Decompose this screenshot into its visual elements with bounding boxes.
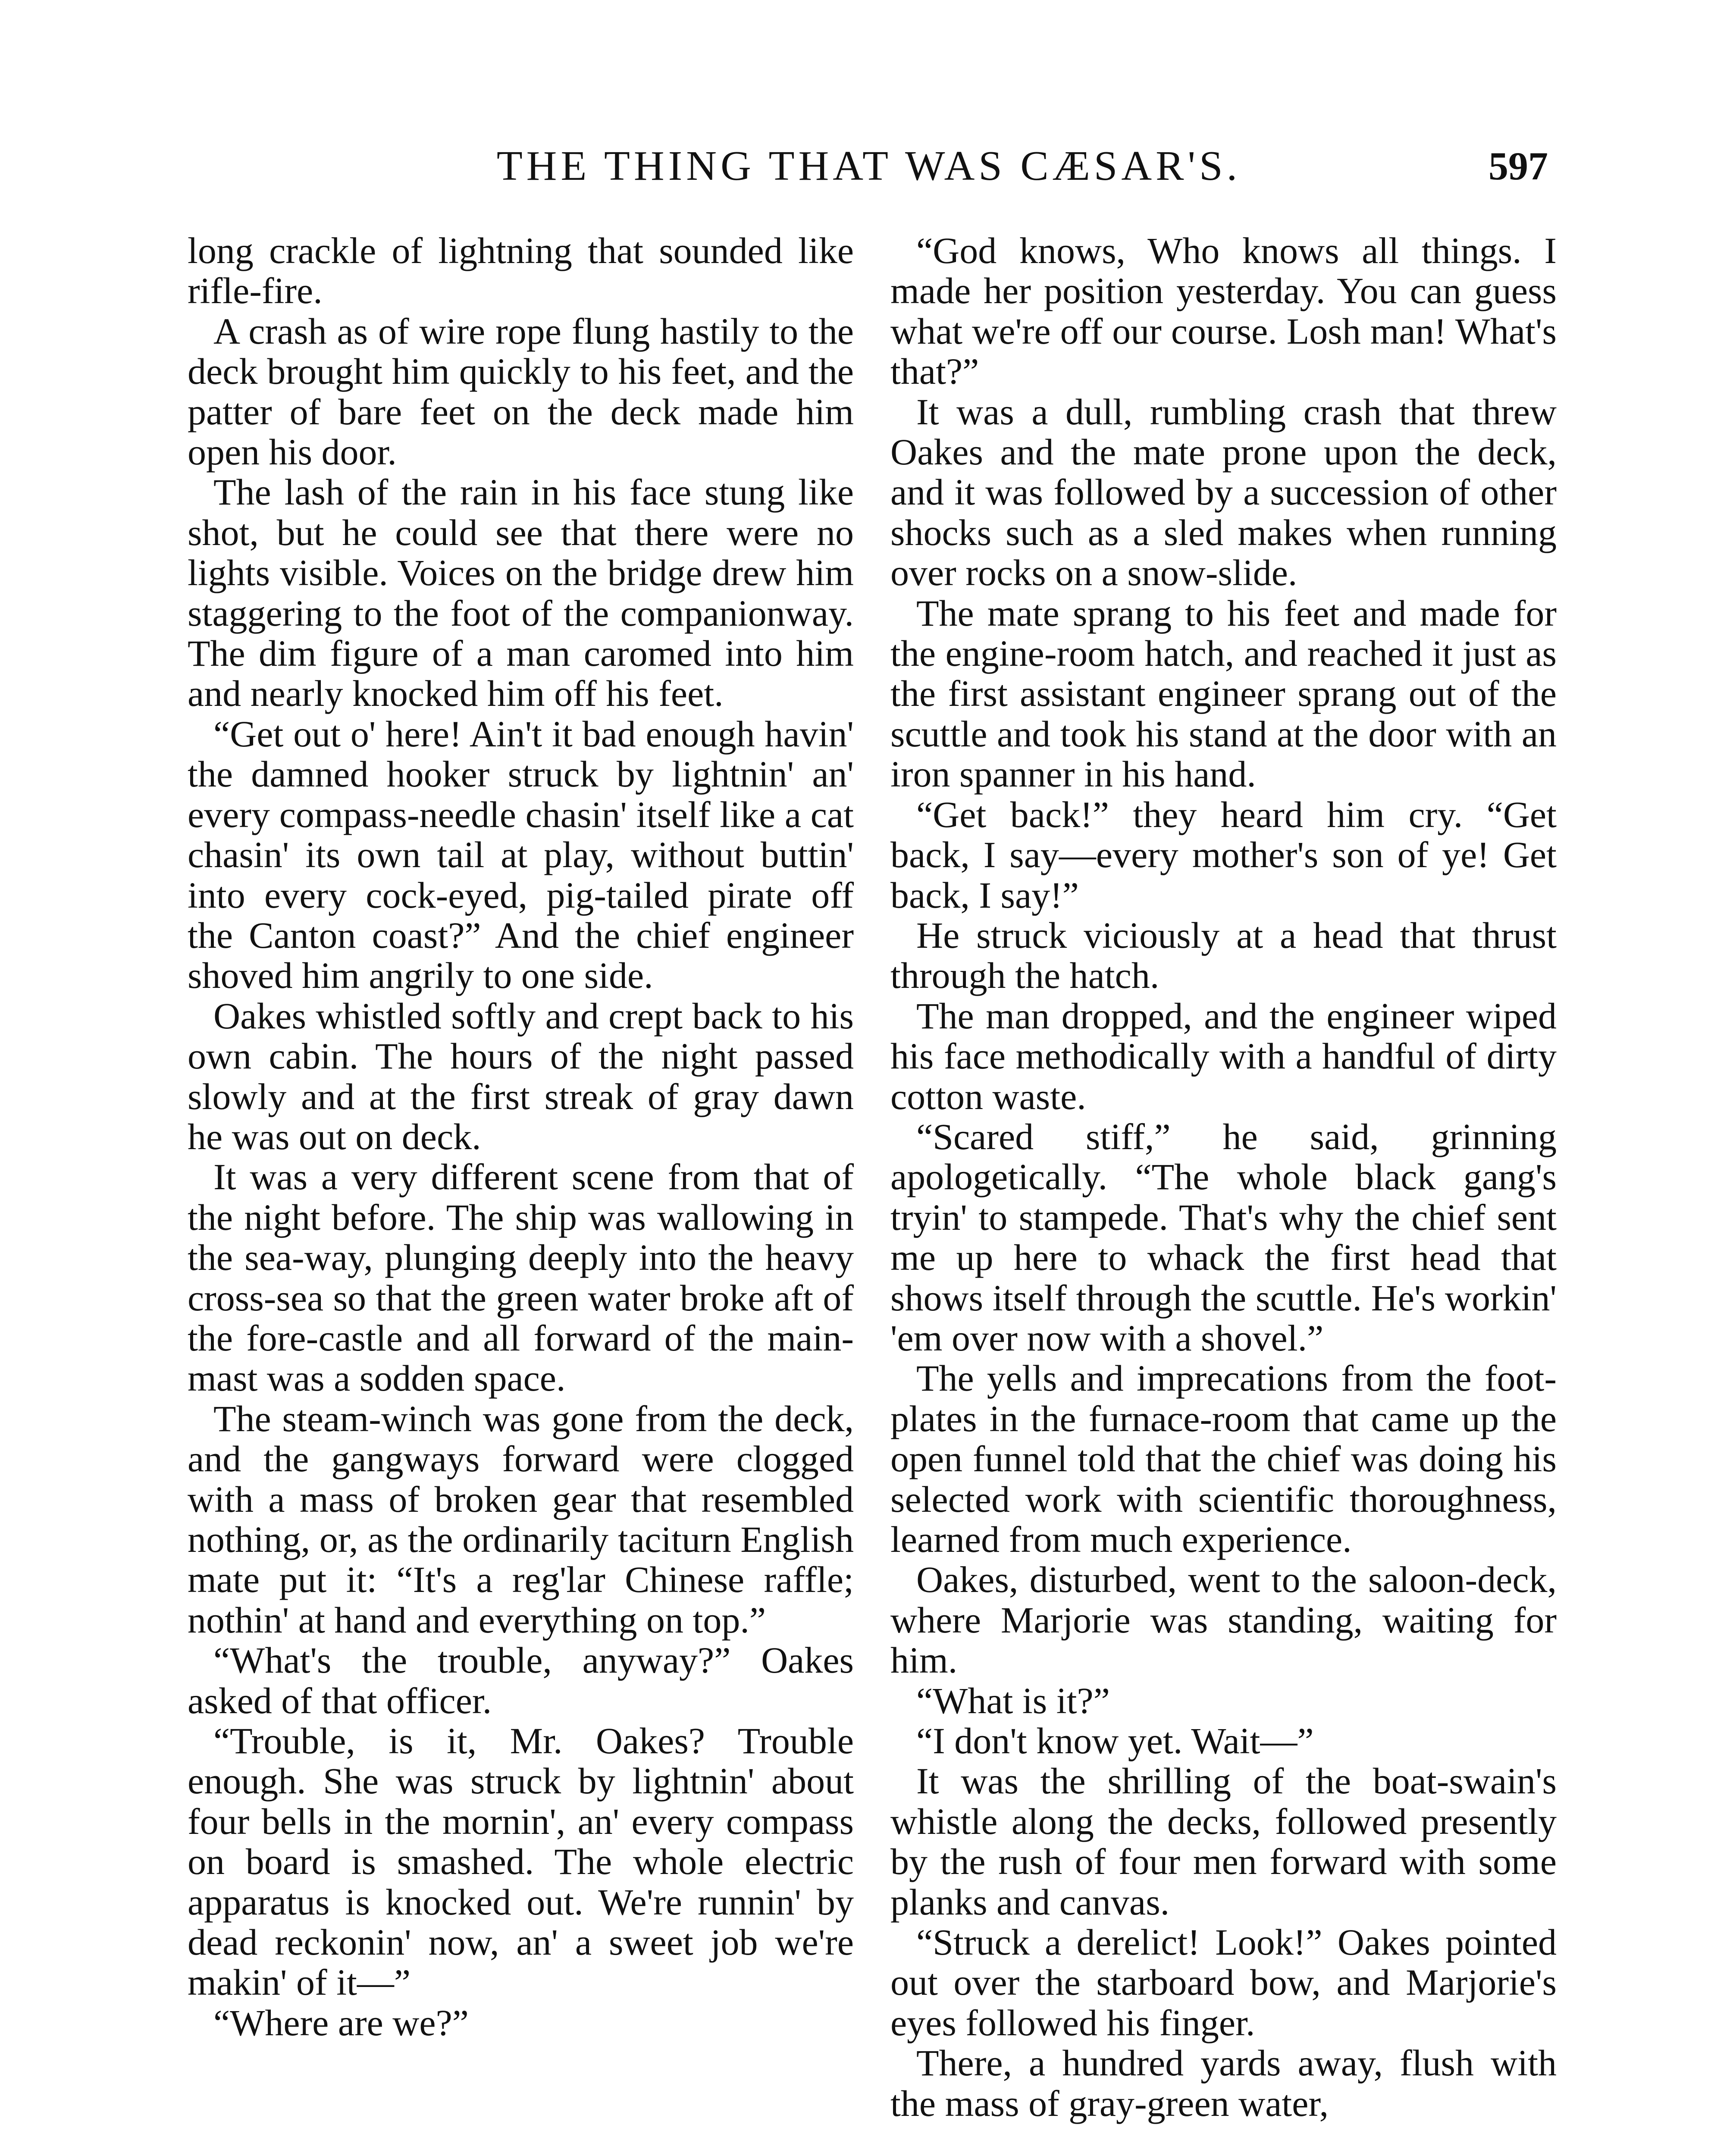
paragraph: “Where are we?” xyxy=(213,2002,469,2043)
paragraph: It was a very different scene from that of the night before. The ship was wallowing in the sea-way, plunging deeply into the heavy cross-sea so that the green water broke aft of the fore-castle and all forward of the main-mast was a sodden space. xyxy=(188,1156,854,1399)
paragraph: long crackle of lightning that sounded like rifle-fire. xyxy=(188,230,854,312)
page-number: 597 xyxy=(1489,144,1548,188)
paragraph: The lash of the rain in his face stung like shot, but he could see that there were no lights visible. Voices on the bridge drew him staggering to the foot of the companionway. The dim figure of a man caromed into him and nearly knocked him off his feet. xyxy=(188,471,854,714)
paragraph: The yells and imprecations from the foot-plates in the furnace-room that came up the open funnel told that the chief was doing his selected work with scientific thoroughness, learned from much experience. xyxy=(890,1357,1557,1560)
paragraph: “I don't know yet. Wait—” xyxy=(916,1720,1314,1762)
paragraph: “Get out o' here! Ain't it bad enough havin' the damned hooker struck by lightnin' an' every compass-needle chasin' itself like a cat chasin' its own tail at play, without buttin' into every cock-eyed, pig-tailed pirate off the Canton coast?” And the chief engineer shoved him angrily to one side. xyxy=(188,713,854,997)
paragraph: “Trouble, is it, Mr. Oakes? Trouble enough. She was struck by lightnin' about four bells in the mornin', an' every compass on board is smashed. The whole electric apparatus is knocked out. We're runnin' by dead reckonin' now, an' a sweet job we're makin' of it—” xyxy=(188,1720,854,2003)
paragraph: There, a hundred yards away, flush with the mass of gray-green water, xyxy=(890,2042,1557,2124)
page-header xyxy=(190,138,1548,194)
running-title: THE THING THAT WAS CÆSAR'S. xyxy=(496,143,1241,189)
right-column xyxy=(890,231,1557,2124)
paragraph: A crash as of wire rope flung hastily to the deck brought him quickly to his feet, and the patter of bare feet on the deck made him open his door. xyxy=(188,310,854,473)
paragraph: “Scared stiff,” he said, grinning apologetically. “The whole black gang's tryin' to stampede. That's why the chief sent me up here to whack the first head that shows itself through the scuttle. He's workin' 'em over now with a shovel.” xyxy=(890,1116,1557,1359)
paragraph: Oakes whistled softly and crept back to his own cabin. The hours of the night passed slowly and at the first streak of gray dawn he was out on deck. xyxy=(188,995,854,1157)
paragraph: “God knows, Who knows all things. I made her position yesterday. You can guess what we're off our course. Losh man! What's that?” xyxy=(890,230,1557,392)
paragraph: It was the shrilling of the boat-swain's whistle along the decks, followed presently by the rush of four men forward with some planks and canvas. xyxy=(890,1760,1557,1923)
paragraph: He struck viciously at a head that thrust through the hatch. xyxy=(890,914,1557,997)
left-column xyxy=(188,231,854,2043)
paragraph: The mate sprang to his feet and made for the engine-room hatch, and reached it just as the first assistant engineer sprang out of the scuttle and took his stand at the door with an iron spanner in his hand. xyxy=(890,592,1557,795)
paragraph: “Get back!” they heard him cry. “Get back, I say—every mother's son of ye! Get back, I say!” xyxy=(890,793,1557,916)
paragraph: “What's the trouble, anyway?” Oakes asked of that officer. xyxy=(188,1639,854,1721)
paragraph: It was a dull, rumbling crash that threw Oakes and the mate prone upon the deck, and it was followed by a succession of other shocks such as a sled makes when running over rocks on a snow-slide. xyxy=(890,391,1557,594)
paragraph: Oakes, disturbed, went to the saloon-deck, where Marjorie was standing, waiting for him. xyxy=(890,1559,1557,1681)
paragraph: The man dropped, and the engineer wiped his face methodically with a handful of dirty cotton waste. xyxy=(890,995,1557,1117)
paragraph: The steam-winch was gone from the deck, and the gangways forward were clogged with a mass of broken gear that resembled nothing, or, as the ordinarily taciturn English mate put it: “It's a reg'lar Chinese raffle; nothin' at hand and everything on top.” xyxy=(188,1398,854,1641)
paragraph: “Struck a derelict! Look!” Oakes pointed out over the starboard bow, and Marjorie's eyes followed his finger. xyxy=(890,1921,1557,2043)
paragraph: “What is it?” xyxy=(916,1680,1110,1721)
